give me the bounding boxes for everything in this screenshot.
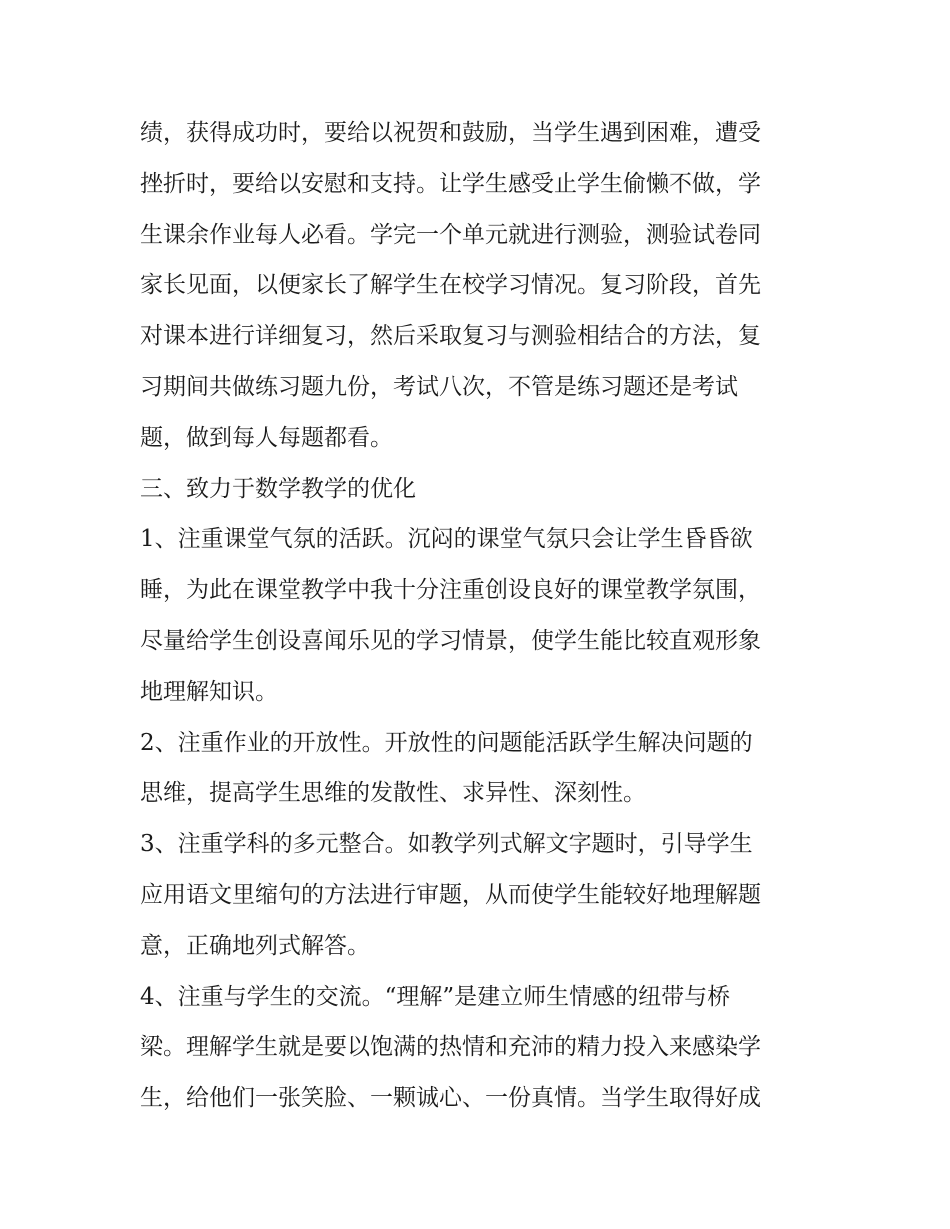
text-line: 地理解知识。 <box>140 678 278 705</box>
text-line: 对课本进行详细复习，然后采取复习与测验相结合的方法，复 <box>140 323 761 350</box>
text-line: 意，正确地列式解答。 <box>140 932 370 959</box>
text-line: 思维，提高学生思维的发散性、求异性、深刻性。 <box>140 780 646 807</box>
text-line: 生，给他们一张笑脸、一颗诚心、一份真情。当学生取得好成 <box>140 1085 761 1112</box>
section-heading: 三、致力于数学教学的优化 <box>140 475 416 502</box>
text-line: 尽量给学生创设喜闻乐见的学习情景，使学生能比较直观形象 <box>140 627 761 654</box>
text-line: 生课余作业每人必看。学完一个单元就进行测验，测验试卷同 <box>140 221 761 248</box>
text-line: 家长见面，以便家长了解学生在校学习情况。复习阶段，首先 <box>140 272 761 299</box>
text-line: 1、注重课堂气氛的活跃。沉闷的课堂气氛只会让学生昏昏欲 <box>140 526 753 553</box>
text-line: 梁。理解学生就是要以饱满的热情和充沛的精力投入来感染学 <box>140 1034 761 1061</box>
text-line: 4、注重与学生的交流。“理解”是建立师生情感的纽带与桥 <box>140 983 731 1010</box>
text-line: 睡，为此在课堂教学中我十分注重创设良好的课堂教学氛围， <box>140 577 761 604</box>
text-line: 题，做到每人每题都看。 <box>140 424 393 451</box>
text-line: 2、注重作业的开放性。开放性的问题能活跃学生解决问题的 <box>140 729 753 756</box>
document-body <box>140 108 830 1124</box>
text-line: 应用语文里缩句的方法进行审题，从而使学生能较好地理解题 <box>140 881 761 908</box>
text-line: 习期间共做练习题九份，考试八次，不管是练习题还是考试 <box>140 373 738 400</box>
text-line: 绩，获得成功时，要给以祝贺和鼓励，当学生遇到困难，遭受 <box>140 120 761 146</box>
text-line: 挫折时，要给以安慰和支持。让学生感受止学生偷懒不做，学 <box>140 170 761 197</box>
text-line: 3、注重学科的多元整合。如教学列式解文字题时，引导学生 <box>140 831 753 858</box>
